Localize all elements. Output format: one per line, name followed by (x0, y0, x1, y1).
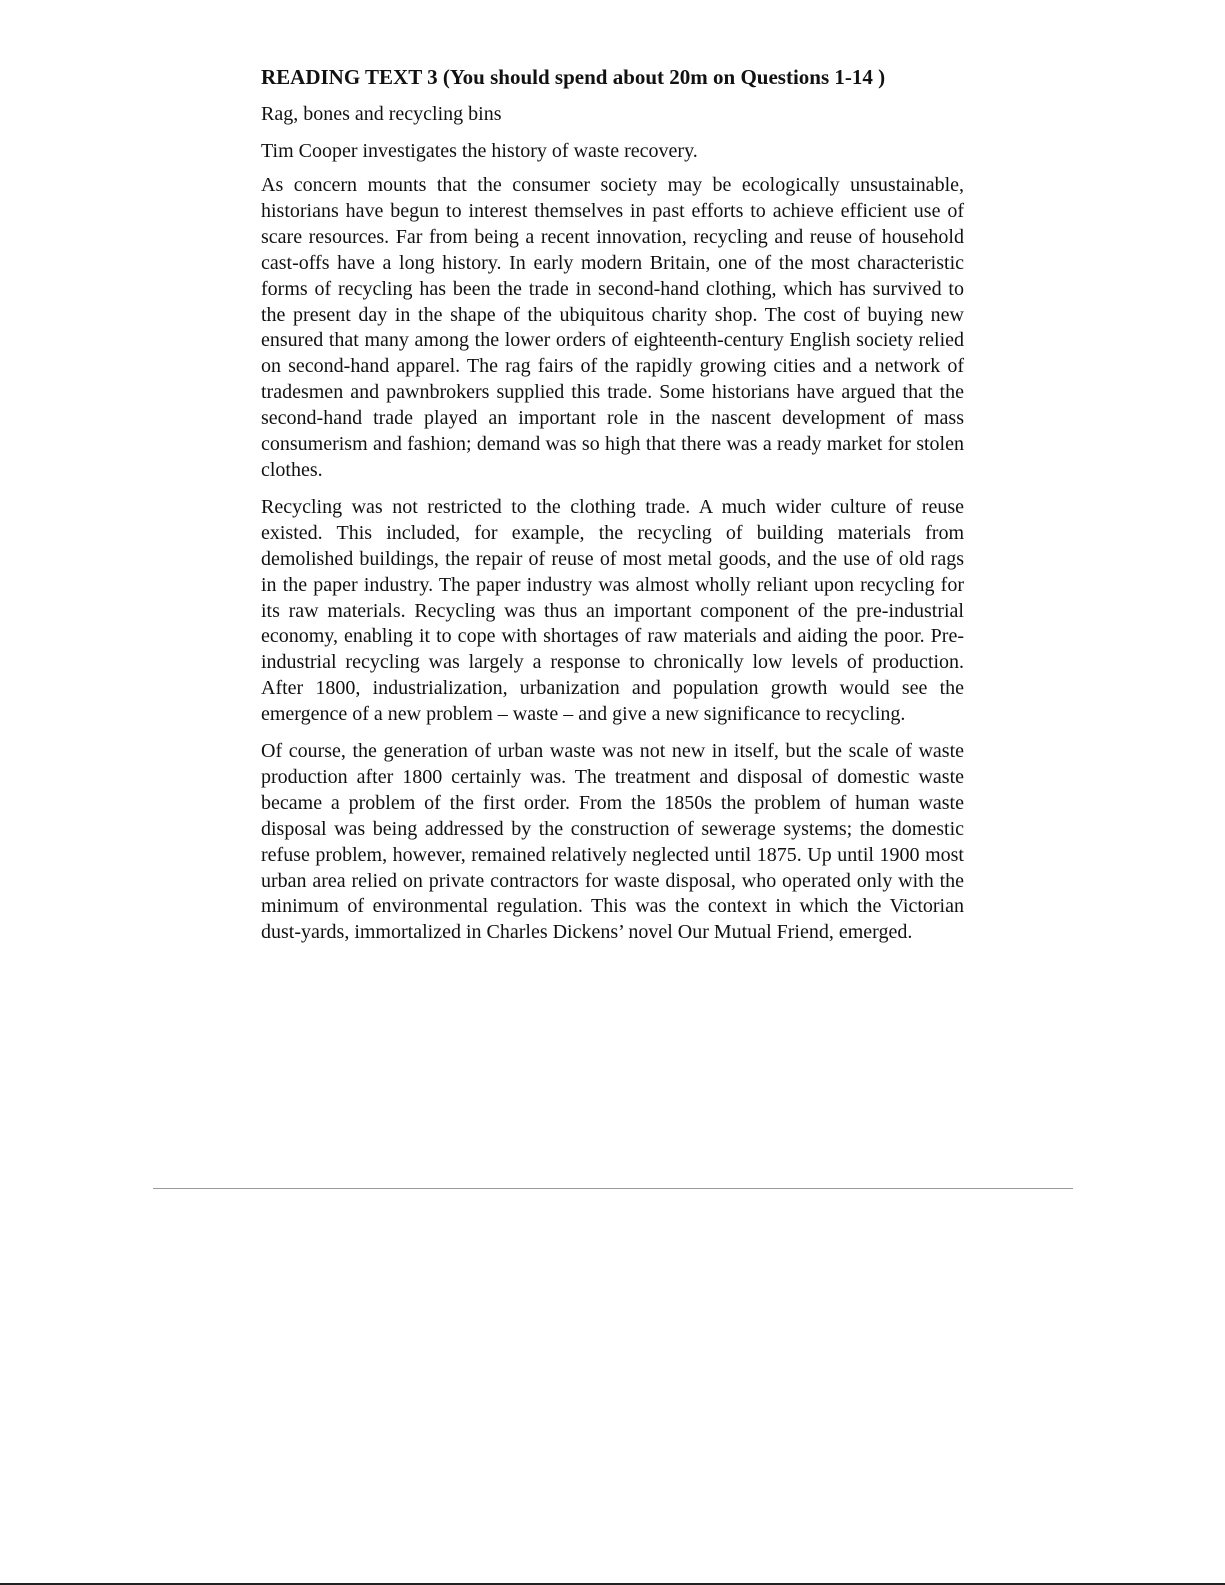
article-byline: Tim Cooper investigates the history of waste recovery. (261, 140, 698, 162)
paragraph-1: As concern mounts that the consumer society may be ecologically unsustainable, historians have begun to interest themselves in past efforts to achieve efficient use of scare resources. Far from being a recent innovation, recycling and reuse of household cast-offs have a long history. In early modern Britain, one of the most characteristic forms of recycling has been the trade in second-hand clothing, which has survived to the present day in the shape of the ubiquitous charity shop. The cost of buying new ensured that many among the lower orders of eighteenth-century English society relied on second-hand apparel. The rag fairs of the rapidly growing cities and a network of tradesmen and pawnbrokers supplied this trade. Some historians have argued that the second-hand trade played an important role in the nascent development of mass consumerism and fashion; demand was so high that there was a ready market for stolen clothes. (261, 174, 964, 481)
reading-passage (261, 62, 964, 957)
article-title: Rag, bones and recycling bins (261, 103, 502, 125)
reading-heading: READING TEXT 3 (You should spend about 20m on Questions 1-14 ) (261, 65, 886, 89)
paragraph-2: Recycling was not restricted to the clothing trade. A much wider culture of reuse existed. This included, for example, the recycling of building materials from demolished buildings, the repair of reuse of most metal goods, and the use of old rags in the paper industry. The paper industry was almost wholly reliant upon recycling for its raw materials. Recycling was thus an important component of the pre-industrial economy, enabling it to cope with shortages of raw materials and aiding the poor. Pre-industrial recycling was largely a response to chronically low levels of production. After 1800, industrialization, urbanization and population growth would see the emergence of a new problem – waste – and give a new significance to recycling. (261, 495, 964, 726)
paragraph-3: Of course, the generation of urban waste was not new in itself, but the scale of waste production after 1800 certainly was. The treatment and disposal of domestic waste became a problem of the first order. From the 1850s the problem of human waste disposal was being addressed by the construction of sewerage systems; the domestic refuse problem, however, remained relatively neglected until 1875. Up until 1900 most urban area relied on private contractors for waste disposal, who operated only with the minimum of environmental regulation. This was the context in which the Victorian dust-yards, immortalized in Charles Dickens’ novel Our Mutual Friend, emerged. (261, 740, 964, 944)
page-divider (153, 1188, 1073, 1189)
